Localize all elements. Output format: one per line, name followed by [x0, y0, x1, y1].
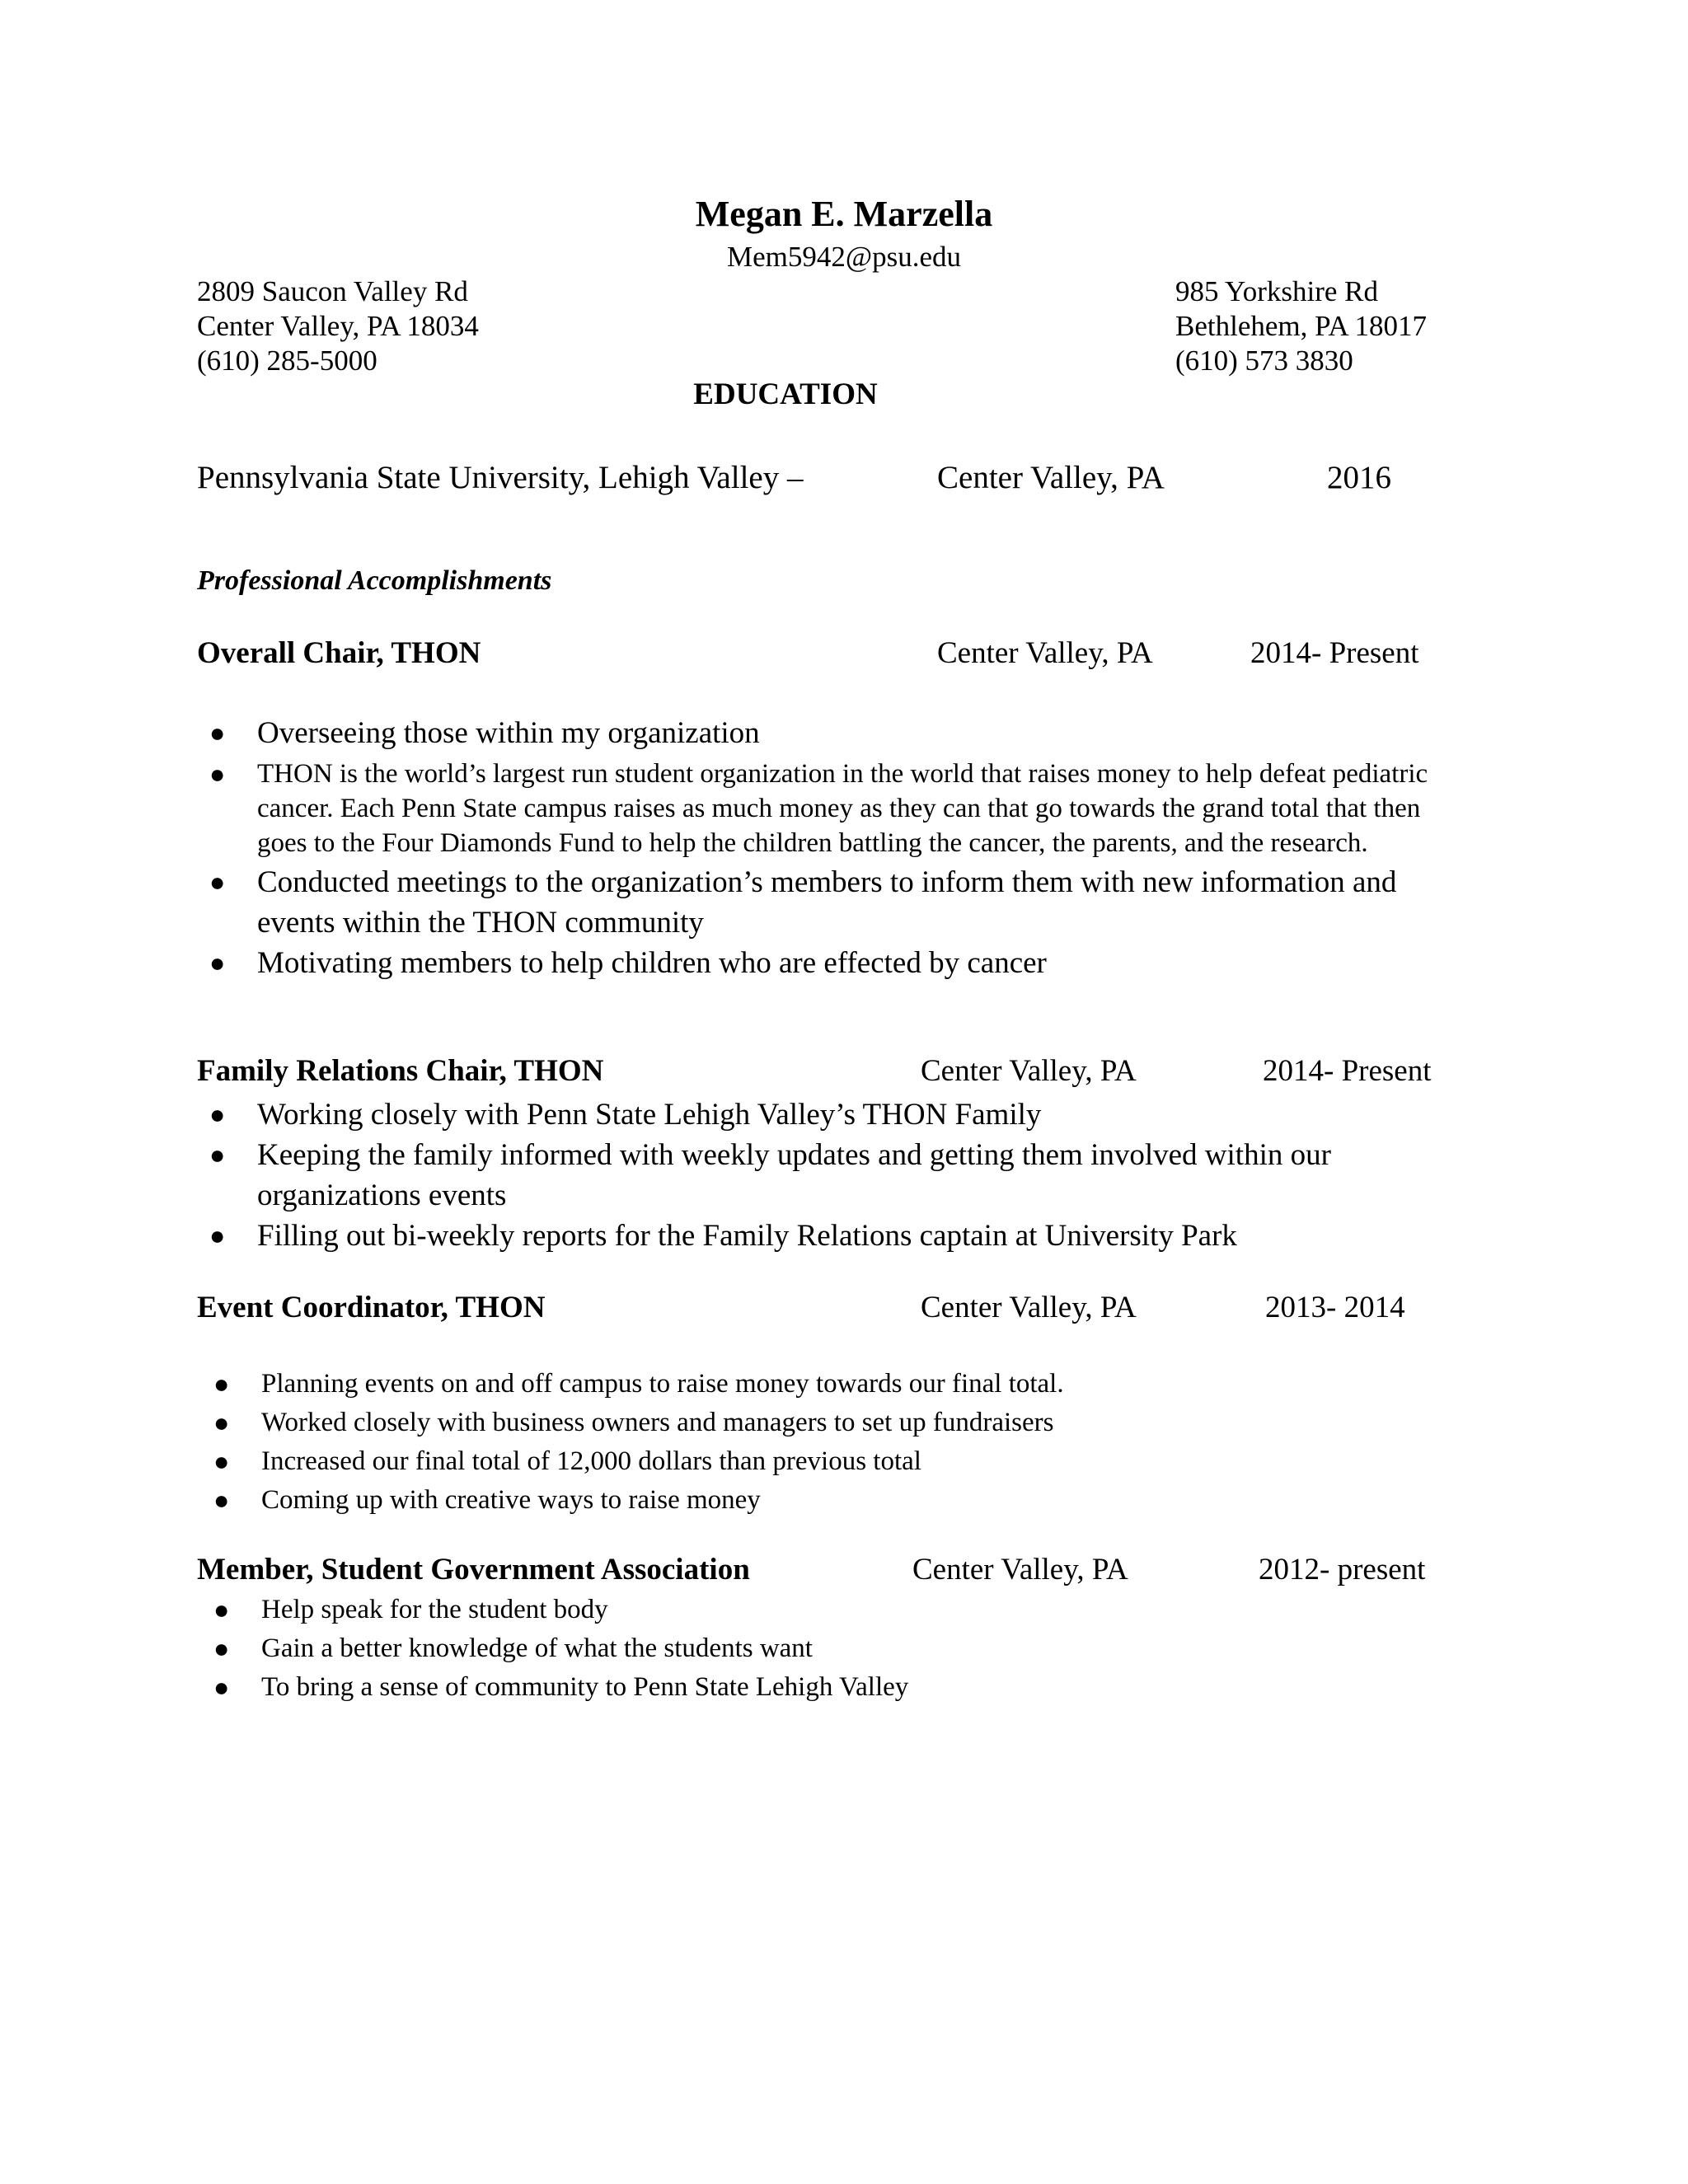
role-bullet-list: [209, 713, 1461, 983]
list-item: ● Gain a better knowledge of what the students want: [261, 1629, 1465, 1668]
address-left: [197, 274, 479, 378]
bullet-icon: ●: [213, 1408, 230, 1437]
list-item: ● Increased our final total of 12,000 dollars than previous total: [261, 1442, 1465, 1481]
bullet-icon: ●: [209, 948, 226, 977]
role-title: Event Coordinator, THON: [197, 1291, 546, 1324]
education-location: Center Valley, PA: [937, 460, 1165, 495]
role-location: Center Valley, PA: [921, 1291, 1137, 1324]
list-item: ● To bring a sense of community to Penn State Lehigh Valley: [261, 1668, 1465, 1707]
role-bullet-list: [213, 1365, 1465, 1520]
list-item: ● Planning events on and off campus to raise money towards our final total.: [261, 1365, 1465, 1404]
address-right-street: 985 Yorkshire Rd: [1175, 275, 1379, 307]
role-dates: 2014- Present: [1263, 1054, 1432, 1088]
bullet-icon: ●: [209, 718, 226, 748]
list-item: ● Overseeing those within my organization: [257, 713, 1461, 753]
list-item: ● Motivating members to help children who are effected by cancer: [257, 943, 1461, 983]
education-heading: EDUCATION: [693, 377, 878, 411]
address-right: [1175, 274, 1427, 378]
education-school: Pennsylvania State University, Lehigh Valley –: [197, 460, 804, 495]
bullet-icon: ●: [213, 1369, 230, 1399]
resume-name: Megan E. Marzella: [695, 194, 993, 234]
bullet-icon: ●: [213, 1446, 230, 1476]
bullet-icon: ●: [209, 759, 226, 789]
education-year: 2016: [1327, 460, 1391, 495]
address-left-street: 2809 Saucon Valley Rd: [197, 275, 468, 307]
bullet-icon: ●: [209, 1140, 226, 1169]
email-address: Mem5942@psu.edu: [726, 241, 962, 273]
address-left-phone: (610) 285-5000: [197, 344, 377, 377]
role-dates: 2014- Present: [1250, 636, 1419, 670]
list-item: ● Filling out bi-weekly reports for the Family Relations captain at University Park: [257, 1216, 1461, 1256]
role-location: Center Valley, PA: [937, 636, 1153, 670]
bullet-icon: ●: [213, 1633, 230, 1663]
list-item: ● Keeping the family informed with weekly updates and getting them involved within our organizations events: [257, 1135, 1461, 1216]
role-location: Center Valley, PA: [921, 1054, 1137, 1088]
role-bullet-list: [209, 1094, 1461, 1256]
address-left-city: Center Valley, PA 18034: [197, 310, 479, 342]
list-item: ● Coming up with creative ways to raise money: [261, 1481, 1465, 1520]
bullet-icon: ●: [213, 1672, 230, 1702]
role-location: Center Valley, PA: [912, 1553, 1128, 1586]
list-item: ● Conducted meetings to the organization’s members to inform them with new information and events within the THON community: [257, 862, 1461, 943]
list-item: ● THON is the world’s largest run student organization in the world that raises money to help defeat pediatric cancer. Each Penn State campus raises as much money as they can that go towards the grand total that then goes to the Four Diamonds Fund to help the children battling the cancer, the parents, and the research.: [257, 757, 1461, 860]
bullet-icon: ●: [213, 1485, 230, 1515]
role-bullet-list: [213, 1591, 1465, 1707]
bullet-icon: ●: [213, 1595, 230, 1624]
list-item: ● Working closely with Penn State Lehigh Valley’s THON Family: [257, 1094, 1461, 1135]
address-right-phone: (610) 573 3830: [1175, 344, 1353, 377]
bullet-icon: ●: [209, 1221, 226, 1250]
role-dates: 2013- 2014: [1265, 1291, 1405, 1324]
list-item: ● Worked closely with business owners and managers to set up fundraisers: [261, 1404, 1465, 1442]
role-title: Member, Student Government Association: [197, 1553, 750, 1586]
list-item: ● Help speak for the student body: [261, 1591, 1465, 1629]
bullet-icon: ●: [209, 1099, 226, 1129]
role-dates: 2012- present: [1259, 1553, 1426, 1586]
address-right-city: Bethlehem, PA 18017: [1175, 310, 1427, 342]
role-title: Family Relations Chair, THON: [197, 1054, 604, 1088]
role-title: Overall Chair, THON: [197, 636, 481, 670]
accomplishments-heading: Professional Accomplishments: [197, 565, 552, 596]
bullet-icon: ●: [209, 867, 226, 897]
